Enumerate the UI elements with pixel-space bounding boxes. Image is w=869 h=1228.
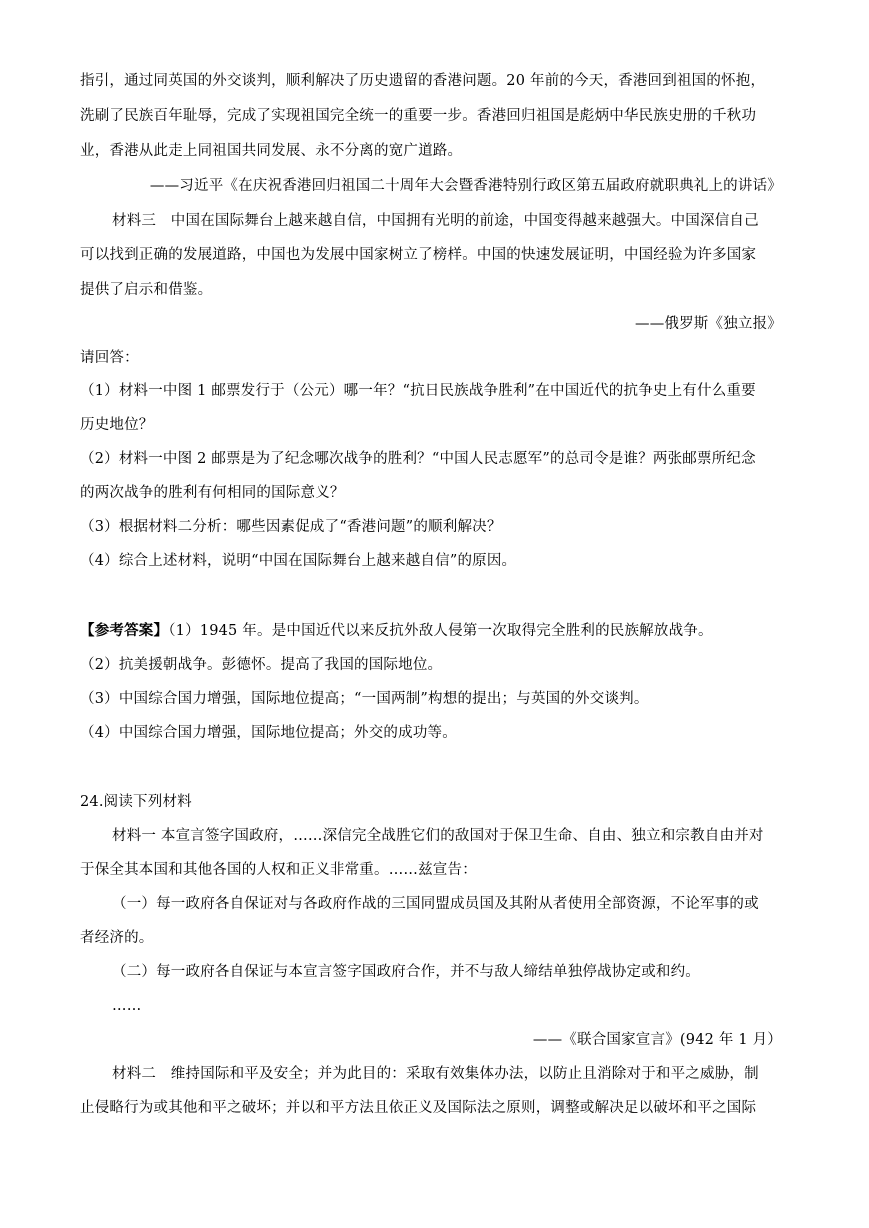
answer-2: （2）抗美援朝战争。彭德怀。提高了我国的国际地位。 xyxy=(80,657,443,673)
declaration-clause-2: （二）每一政府各自保证与本宣言签字国政府合作，并不与敌人缔结单独停战协定或和约。 xyxy=(112,964,700,980)
questions-prompt: 请回答： xyxy=(80,350,139,366)
question-4: （4）综合上述材料，说明“中国在国际舞台上越来越自信”的原因。 xyxy=(80,553,517,569)
question-24-material-one-line: 于保全其本国和其他各国的人权和正义非常重。……兹宣告： xyxy=(80,862,477,878)
question-24-heading: 24.阅读下列材料 xyxy=(80,794,192,810)
ellipsis: …… xyxy=(112,998,142,1014)
material-two-source: ——习近平《在庆祝香港回归祖国二十周年大会暨香港特别行政区第五届政府就职典礼上的讲话》 xyxy=(149,178,782,194)
material-two-text-line: 业，香港从此走上同祖国共同发展、永不分离的宽广道路。 xyxy=(80,143,463,159)
material-two-text-line: 洗刷了民族百年耻辱，完成了实现祖国完全统一的重要一步。香港回归祖国是彪炳中华民族史册的千秋功 xyxy=(80,108,757,124)
answer-label: 【参考答案】 xyxy=(80,622,169,639)
question-24-material-two-line: 止侵略行为或其他和平之破坏；并以和平方法且依正义及国际法之原则，调整或解决足以破坏和平之国际 xyxy=(80,1100,757,1116)
declaration-clause-1-line: 者经济的。 xyxy=(80,930,154,946)
material-two-text-line: 指引，通过同英国的外交谈判，顺利解决了历史遗留的香港问题。20 年前的今天，香港回到祖国的怀抱， xyxy=(80,73,766,89)
declaration-source: ——《联合国家宣言》(942 年 1 月） xyxy=(532,1032,782,1048)
answer-3: （3）中国综合国力增强，国际地位提高；“一国两制”构想的提出；与英国的外交谈判。 xyxy=(80,691,649,707)
material-three-source: ——俄罗斯《独立报》 xyxy=(635,316,782,332)
answer-1-line xyxy=(80,621,790,641)
answer-4: （4）中国综合国力增强，国际地位提高；外交的成功等。 xyxy=(80,725,457,741)
material-three-text-line: 可以找到正确的发展道路，中国也为发展中国家树立了榜样。中国的快速发展证明，中国经验为许多国家 xyxy=(80,247,757,263)
question-3: （3）根据材料二分析：哪些因素促成了“香港问题”的顺利解决？ xyxy=(80,519,502,535)
question-24-material-two-line: 材料二 维持国际和平及安全；并为此目的：采取有效集体办法，以防止且消除对于和平之威胁，制 xyxy=(112,1066,759,1082)
declaration-clause-1-line: （一）每一政府各自保证对与各政府作战的三国同盟成员国及其附从者使用全部资源，不论军事的或 xyxy=(112,896,759,912)
question-24-material-one-line: 材料一 本宣言签字国政府，……深信完全战胜它们的敌国对于保卫生命、自由、独立和宗教自由并对 xyxy=(112,828,764,844)
material-three-text-line: 提供了启示和借鉴。 xyxy=(80,282,213,298)
question-2-line: 的两次战争的胜利有何相同的国际意义？ xyxy=(80,485,345,501)
question-1-line: （1）材料一中图 1 邮票发行于（公元）哪一年？“抗日民族战争胜利”在中国近代的抗争史上有什么重要 xyxy=(80,383,756,399)
answer-1: （1）1945 年。是中国近代以来反抗外敌人侵第一次取得完全胜利的民族解放战争。 xyxy=(168,623,713,639)
material-three-text-line: 材料三 中国在国际舞台上越来越自信，中国拥有光明的前途，中国变得越来越强大。中国深信自己 xyxy=(112,213,759,229)
question-2-line: （2）材料一中图 2 邮票是为了纪念哪次战争的胜利？“中国人民志愿军”的总司令是谁？两张邮票所纪念 xyxy=(80,451,756,467)
question-1-line: 历史地位？ xyxy=(80,417,154,433)
